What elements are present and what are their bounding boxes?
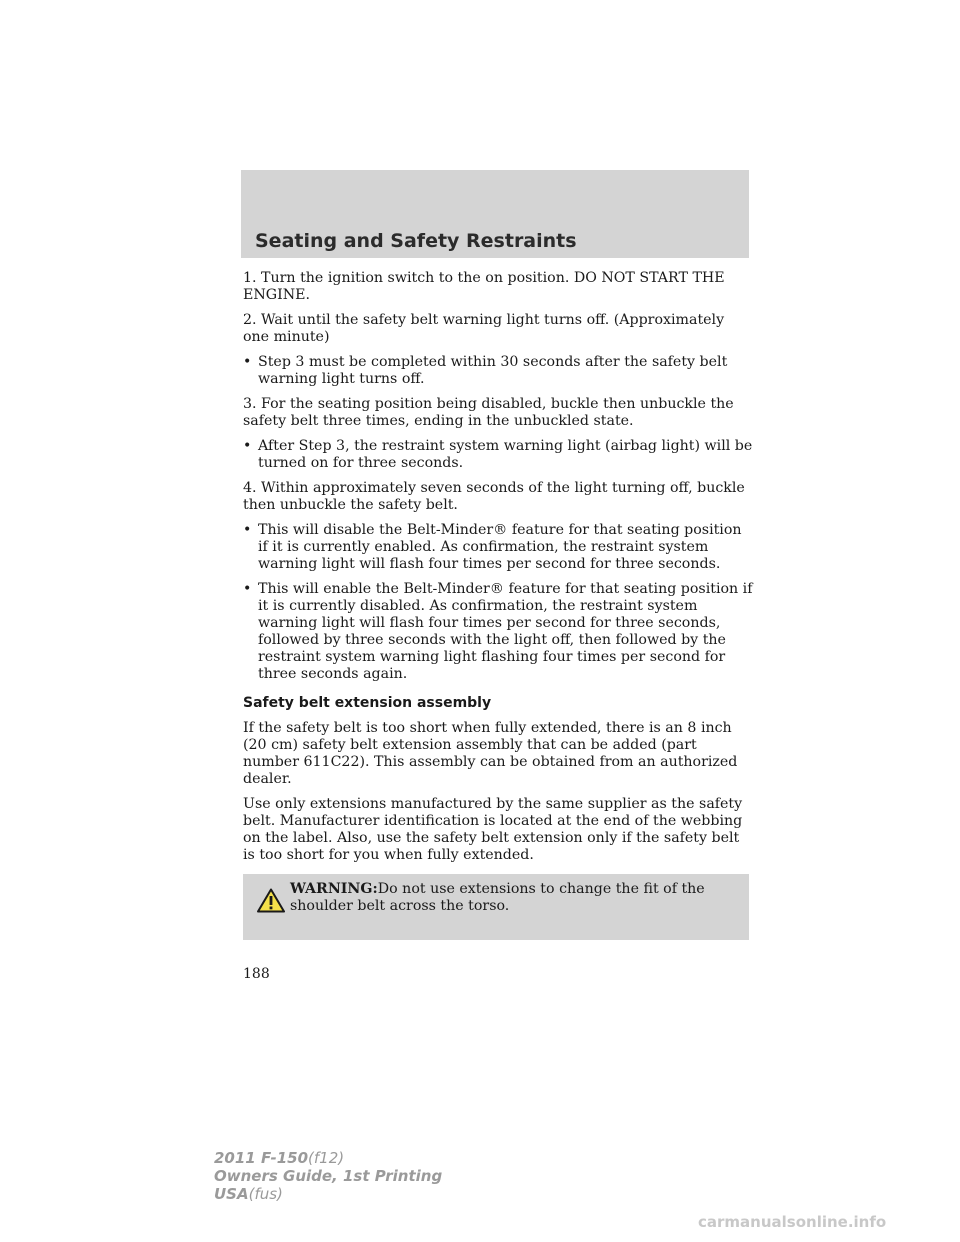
warning-box (243, 874, 749, 940)
warning-triangle-icon (257, 888, 285, 913)
bullet-text: This will enable the Belt-Minder® feature for that seating position if it is currently disabled. As confirmation, the restraint system warning light will flash four times per second for three seconds, followed by three seconds with the light off, then followed by the restraint system warning light flashing four times per second for three seconds again. (258, 581, 753, 682)
page-number: 188 (243, 966, 270, 982)
bullet-dot: • (243, 522, 252, 538)
bullet-dot: • (243, 581, 252, 597)
footer-line-guide: Owners Guide, 1st Printing (214, 1167, 443, 1185)
bullet-text: After Step 3, the restraint system warning light (airbag light) will be turned on for three seconds. (258, 438, 753, 471)
footer-model: 2011 F-150 (214, 1149, 309, 1167)
step-4: 4. Within approximately seven seconds of the light turning off, buckle then unbuckle the safety belt. (243, 480, 745, 513)
warning-text (290, 881, 730, 915)
footer-code: (f12) (308, 1149, 345, 1167)
paragraph: If the safety belt is too short when fully extended, there is an 8 inch (20 cm) safety belt extension assembly that can be added (part number 611C22). This assembly can be obtained from an authorized dealer. (243, 720, 738, 787)
bullet-text: Step 3 must be completed within 30 seconds after the safety belt warning light turns off. (258, 354, 728, 387)
print-footer (214, 1149, 442, 1203)
paragraph: Use only extensions manufactured by the same supplier as the safety belt. Manufacturer identification is located at the end of the webbing on the label. Also, use the safety belt extension only if the safety belt is too short for you when fully extended. (243, 796, 743, 863)
step-2: 2. Wait until the safety belt warning light turns off. (Approximately one minute) (243, 312, 725, 345)
footer-region: USA (214, 1185, 249, 1203)
watermark: carmanualsonline.info (698, 1213, 887, 1231)
bullet-text: This will disable the Belt-Minder® feature for that seating position if it is currently enabled. As confirmation, the restraint system warning light will flash four times per second for three seconds. (258, 522, 742, 572)
step-1: 1. Turn the ignition switch to the on position. DO NOT START THE ENGINE. (243, 270, 725, 303)
warning-label: WARNING: (290, 881, 378, 897)
bullet-dot: • (243, 438, 252, 454)
bullet-item (243, 522, 753, 573)
step-3: 3. For the seating position being disabled, buckle then unbuckle the safety belt three times, ending in the unbuckled state. (243, 396, 734, 429)
footer-region-code: (fus) (248, 1185, 283, 1203)
bullet-dot: • (243, 354, 252, 370)
footer-line-model (214, 1149, 442, 1167)
footer-line-region (214, 1185, 442, 1203)
section-title: Seating and Safety Restraints (255, 230, 577, 252)
bullet-item (243, 354, 753, 388)
subheading: Safety belt extension assembly (243, 695, 492, 711)
bullet-item (243, 581, 753, 683)
page-content (243, 270, 753, 940)
warning-message: Do not use extensions to change the fit of the shoulder belt across the torso. (290, 881, 705, 914)
bullet-item (243, 438, 753, 472)
